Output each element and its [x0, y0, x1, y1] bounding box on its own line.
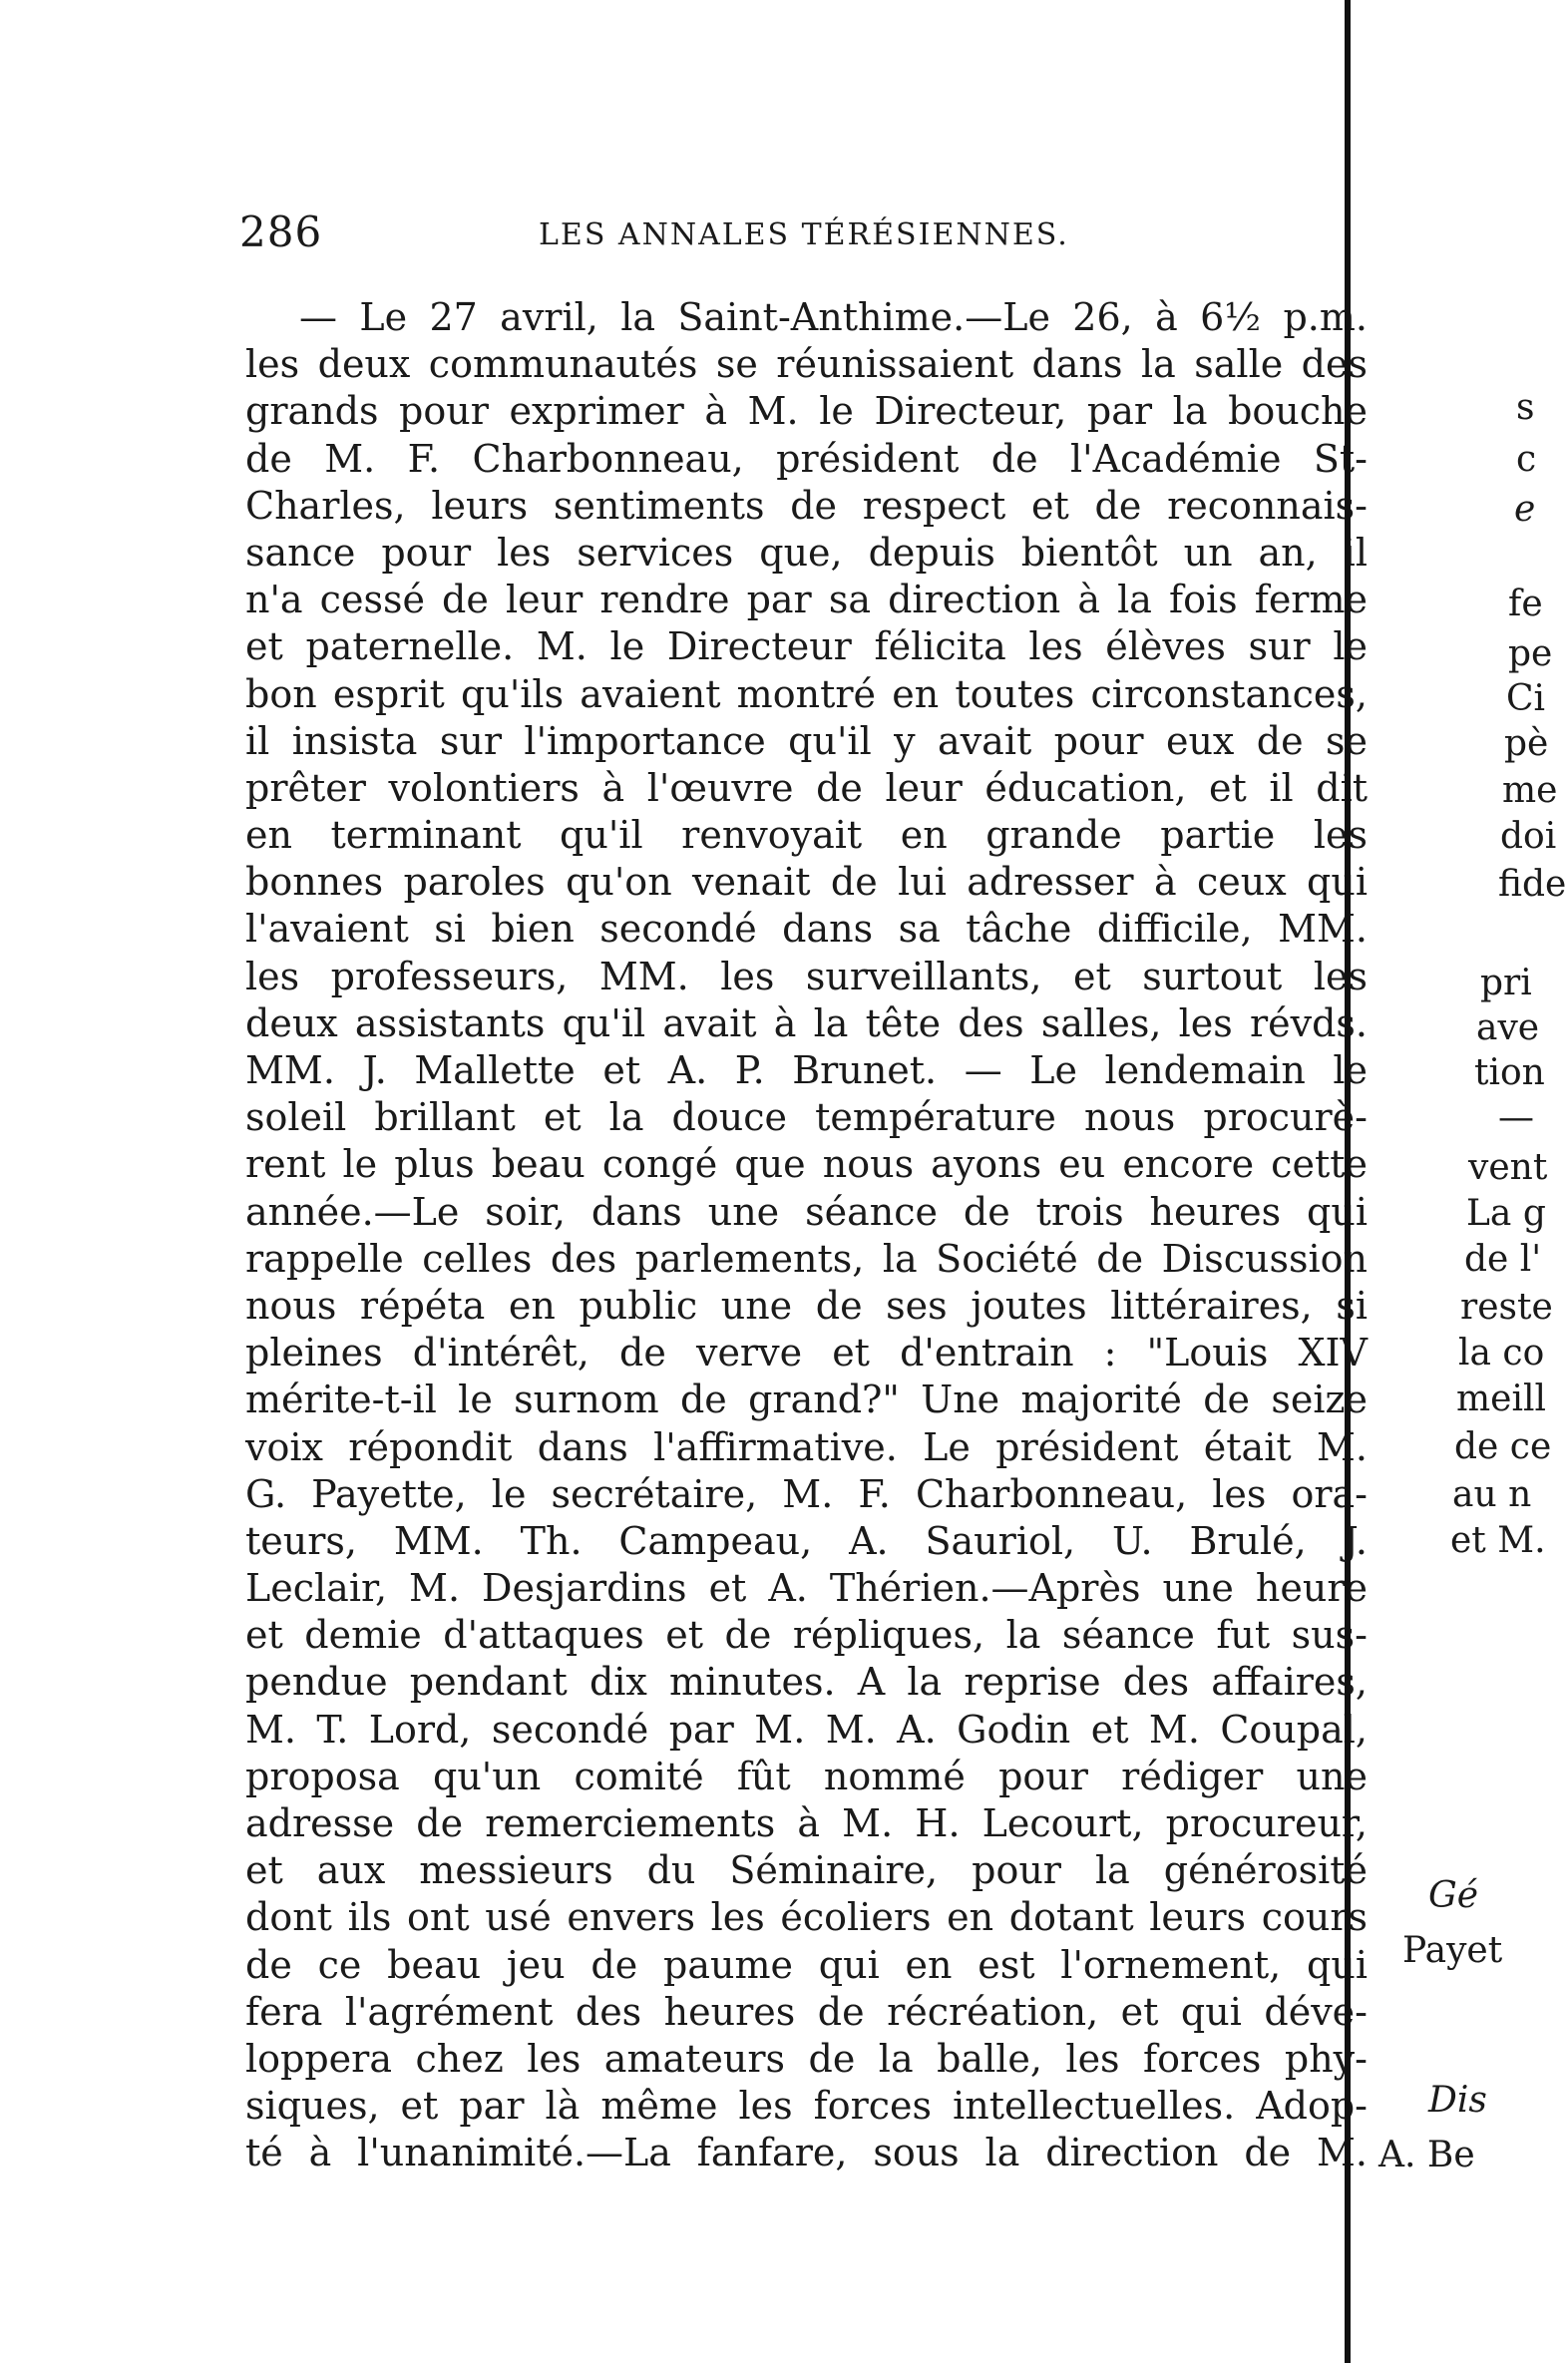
- fragment: tion: [1474, 1052, 1545, 1093]
- fragment: e: [1514, 489, 1536, 530]
- text-line: les deux communautés se réunissaient dans la salle des: [245, 342, 1368, 387]
- fragment: c: [1516, 439, 1537, 480]
- text-line: loppera chez les amateurs de la balle, les forces phy-: [245, 2036, 1368, 2081]
- text-line: — Le 27 avril, la Saint-Anthime.—Le 26, à 6½ p.m.: [299, 295, 1368, 339]
- text-line: en terminant qu'il renvoyait en grande partie les: [245, 813, 1368, 858]
- fragment: ave: [1476, 1007, 1540, 1048]
- text-line: rappelle celles des parlements, la Société de Discussion: [245, 1236, 1368, 1281]
- text-line: MM. J. Mallette et A. P. Brunet. — Le lendemain le: [245, 1048, 1368, 1092]
- fragment: reste: [1460, 1287, 1553, 1328]
- fragment: et M.: [1450, 1520, 1546, 1561]
- text-line: soleil brillant et la douce température nous procurè-: [245, 1095, 1368, 1140]
- text-line: et paternelle. M. le Directeur félicita les élèves sur le: [245, 624, 1368, 669]
- running-title: LES ANNALES TÉRÉSIENNES.: [539, 217, 1069, 252]
- fragment: doi: [1500, 816, 1557, 857]
- text-line: bonnes paroles qu'on venait de lui adresser à ceux qui: [245, 860, 1368, 905]
- text-line: année.—Le soir, dans une séance de trois heures qui: [245, 1189, 1368, 1234]
- text-line: M. T. Lord, secondé par M. M. A. Godin et M. Coupal,: [245, 1707, 1368, 1752]
- text-line: Charles, leurs sentiments de respect et de reconnais-: [245, 483, 1368, 528]
- fragment: —: [1498, 1097, 1534, 1138]
- page-number: 286: [239, 207, 323, 256]
- text-line: pleines d'intérêt, de verve et d'entrain : "Louis XIV: [245, 1331, 1368, 1376]
- fragment: Dis: [1428, 2080, 1487, 2121]
- text-line: prêter volontiers à l'œuvre de leur éducation, et il dit: [245, 765, 1368, 810]
- fragment: s: [1516, 387, 1535, 428]
- text-line: adresse de remerciements à M. H. Lecourt, procureur,: [245, 1801, 1368, 1845]
- fragment: de l': [1464, 1239, 1542, 1280]
- text-line: sance pour les services que, depuis bientôt un an, il: [245, 530, 1368, 575]
- fragment: de ce: [1454, 1426, 1552, 1467]
- text-line: bon esprit qu'ils avaient montré en toutes circonstances,: [245, 671, 1368, 716]
- fragment: pe: [1508, 633, 1553, 674]
- text-line: té à l'unanimité.—La fanfare, sous la direction de M.: [245, 2131, 1368, 2175]
- main-text-column: [245, 294, 1368, 2177]
- text-line: G. Payette, le secrétaire, M. F. Charbonneau, les ora-: [245, 1471, 1368, 1516]
- text-line: siques, et par là même les forces intellectuelles. Adop-: [245, 2084, 1368, 2129]
- text-line: fera l'agrément des heures de récréation, et qui déve-: [245, 1989, 1368, 2034]
- text-line: deux assistants qu'il avait à la tête des salles, les révds.: [245, 1000, 1368, 1045]
- page-header: [239, 207, 1386, 267]
- text-line: pendue pendant dix minutes. A la reprise des affaires,: [245, 1660, 1368, 1705]
- fragment: La g: [1466, 1193, 1546, 1234]
- text-line: et aux messieurs du Séminaire, pour la générosité: [245, 1848, 1368, 1893]
- text-line: les professeurs, MM. les surveillants, et surtout les: [245, 954, 1368, 998]
- fragment: fe: [1508, 584, 1543, 624]
- text-line: nous répéta en public une de ses joutes littéraires, si: [245, 1283, 1368, 1328]
- text-line: voix répondit dans l'affirmative. Le président était M.: [245, 1424, 1368, 1469]
- fragment: fide: [1498, 864, 1567, 905]
- text-line: n'a cessé de leur rendre par sa direction à la fois ferme: [245, 578, 1368, 622]
- fragment: la co: [1458, 1333, 1545, 1374]
- fragment: pri: [1480, 963, 1532, 1003]
- text-line: dont ils ont usé envers les écoliers en dotant leurs cours: [245, 1895, 1368, 1940]
- text-line: teurs, MM. Th. Campeau, A. Sauriol, U. Brulé, J.: [245, 1518, 1368, 1563]
- fragment: Gé: [1428, 1875, 1479, 1916]
- text-line: de ce beau jeu de paume qui en est l'ornement, qui: [245, 1942, 1368, 1987]
- text-line: proposa qu'un comité fût nommé pour rédiger une: [245, 1754, 1368, 1798]
- fragment: meill: [1456, 1378, 1546, 1419]
- text-line: rent le plus beau congé que nous ayons eu encore cette: [245, 1142, 1368, 1187]
- text-line: mérite-t-il le surnom de grand?" Une majorité de seize: [245, 1378, 1368, 1422]
- fragment: pè: [1504, 723, 1549, 764]
- text-line: il insista sur l'importance qu'il y avait pour eux de se: [245, 718, 1368, 763]
- text-line: grands pour exprimer à M. le Directeur, par la bouche: [245, 389, 1368, 434]
- page-gutter-divider: [1345, 0, 1351, 2363]
- fragment: au n: [1452, 1474, 1532, 1515]
- fragment: Payet: [1402, 1930, 1503, 1971]
- fragment: A. Be: [1378, 2135, 1475, 2175]
- fragment: me: [1502, 770, 1558, 811]
- fragment: Ci: [1506, 678, 1546, 719]
- fragment: vent: [1468, 1147, 1548, 1188]
- text-line: Leclair, M. Desjardins et A. Thérien.—Après une heure: [245, 1566, 1368, 1611]
- text-line: et demie d'attaques et de répliques, la séance fut sus-: [245, 1613, 1368, 1658]
- text-line: l'avaient si bien secondé dans sa tâche difficile, MM.: [245, 907, 1368, 952]
- facing-page-fragments: [1369, 0, 1568, 2363]
- text-line: de M. F. Charbonneau, président de l'Académie St-: [245, 436, 1368, 481]
